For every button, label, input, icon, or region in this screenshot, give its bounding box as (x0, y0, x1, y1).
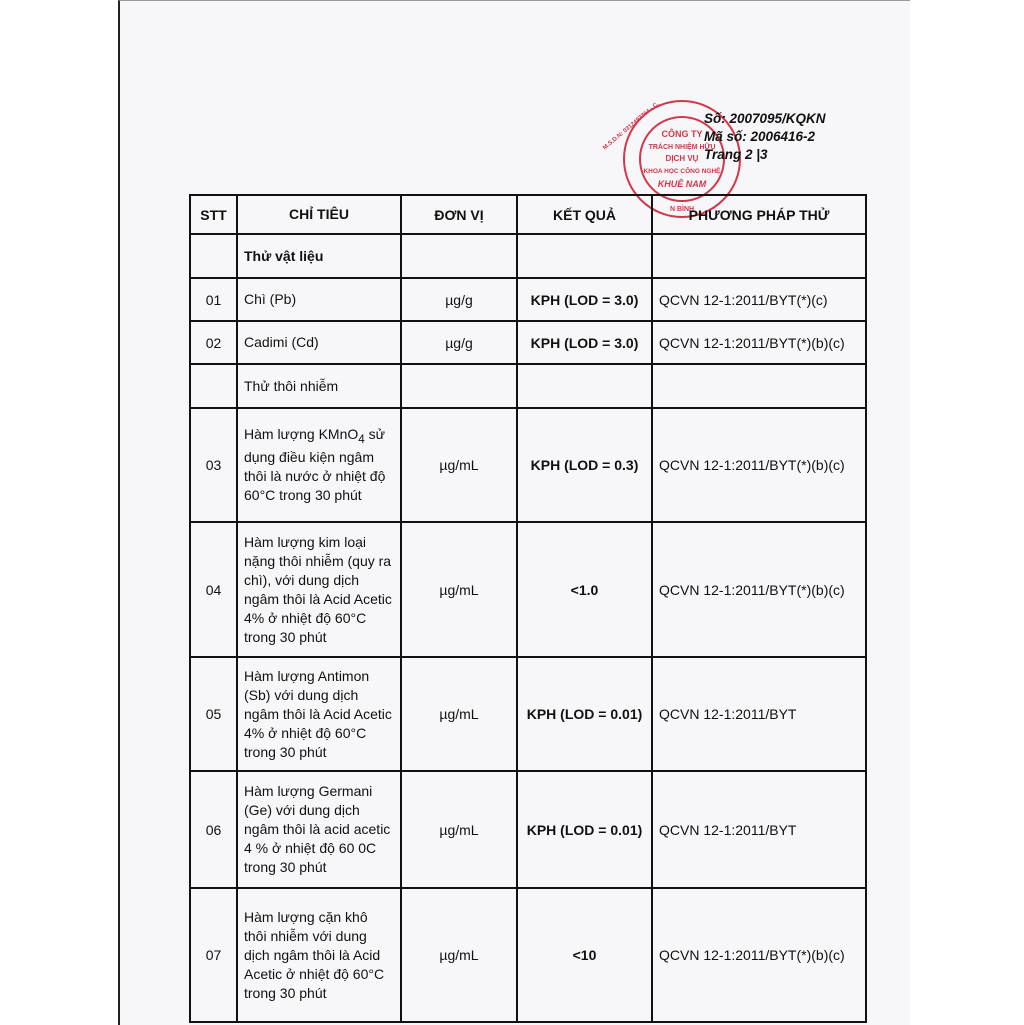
document-code: Mã số: 2006416-2 (704, 129, 816, 144)
row-unit: µg/g (401, 278, 517, 321)
header-phuong-phap: PHƯƠNG PHÁP THỬ (652, 195, 866, 234)
stamp-bottom: N BÌNH (669, 206, 695, 213)
faint-watermark (320, 21, 920, 61)
row-name (237, 408, 401, 522)
row-stt: 02 (190, 321, 237, 364)
row-unit: µg/mL (401, 408, 517, 522)
row-unit: µg/mL (401, 771, 517, 888)
row-name-sub: 4 (358, 432, 365, 446)
page-indicator: Trang 2 |3 (704, 147, 768, 162)
stamp-ring-text: M.S.D.N: 0312497764 - C. (602, 101, 661, 152)
table-row (190, 771, 866, 888)
row-method: QCVN 12-1:2011/BYT(*)(b)(c) (652, 522, 866, 657)
row-unit: µg/mL (401, 522, 517, 657)
table-row (190, 522, 866, 657)
document-header (704, 110, 826, 164)
table-row (190, 657, 866, 771)
section-row-materials (190, 234, 866, 278)
row-name: Cadimi (Cd) (237, 321, 401, 364)
row-method: QCVN 12-1:2011/BYT (652, 657, 866, 771)
row-method: QCVN 12-1:2011/BYT(*)(b)(c) (652, 888, 866, 1022)
table-row (190, 408, 866, 522)
table-row (190, 321, 866, 364)
row-unit: µg/g (401, 321, 517, 364)
row-result: <1.0 (517, 522, 652, 657)
row-result: KPH (LOD = 0.3) (517, 408, 652, 522)
row-method: QCVN 12-1:2011/BYT(*)(b)(c) (652, 321, 866, 364)
row-stt: 04 (190, 522, 237, 657)
row-stt: 06 (190, 771, 237, 888)
row-result: KPH (LOD = 0.01) (517, 657, 652, 771)
header-chi-tieu: CHỈ TIÊU (237, 195, 401, 234)
table-header-row (190, 195, 866, 234)
row-name-post: sử dụng điều kiện ngâm thôi là nước ở nhiệt độ 60°C trong 30 phút (244, 425, 386, 504)
row-method: QCVN 12-1:2011/BYT(*)(c) (652, 278, 866, 321)
row-name: Chì (Pb) (237, 278, 401, 321)
row-stt: 07 (190, 888, 237, 1022)
row-unit: µg/mL (401, 657, 517, 771)
row-result: KPH (LOD = 3.0) (517, 321, 652, 364)
row-stt: 05 (190, 657, 237, 771)
stamp-line-1: CÔNG TY (661, 129, 703, 139)
stamp-line-2: TRÁCH NHIỆM HỮU (648, 144, 716, 151)
row-result: <10 (517, 888, 652, 1022)
row-name-pre: Hàm lượng KMnO (244, 425, 359, 442)
stamp-line-3: DỊCH VỤ (665, 154, 699, 163)
table-row (190, 888, 866, 1022)
row-name: Hàm lượng Germani (Ge) với dung dịch ngâm thôi là acid acetic 4 % ở nhiệt độ 60 0C trong 30 phút (237, 771, 401, 888)
row-name: Hàm lượng kim loại nặng thôi nhiễm (quy ra chì), với dung dịch ngâm thôi là Acid Acetic 4% ở nhiệt độ 60°C trong 30 phút (237, 522, 401, 657)
row-result: KPH (LOD = 3.0) (517, 278, 652, 321)
header-don-vi: ĐƠN VỊ (401, 195, 517, 234)
row-result: KPH (LOD = 0.01) (517, 771, 652, 888)
document-number: Số: 2007095/KQKN (704, 111, 826, 126)
stamp-line-4: KHOA HỌC CÔNG NGHỆ (643, 168, 721, 175)
row-method: QCVN 12-1:2011/BYT(*)(b)(c) (652, 408, 866, 522)
section-title-materials: Thử vật liệu (237, 234, 401, 278)
row-name: Hàm lượng Antimon (Sb) với dung dịch ngâm thôi là Acid Acetic 4% ở nhiệt độ 60°C trong 30 phút (237, 657, 401, 771)
row-method: QCVN 12-1:2011/BYT (652, 771, 866, 888)
section-title-migration: Thử thôi nhiễm (237, 364, 401, 408)
header-stt: STT (190, 195, 237, 234)
section-row-migration (190, 364, 866, 408)
row-stt: 01 (190, 278, 237, 321)
stamp-line-5: KHUÊ NAM (657, 179, 707, 189)
test-results-table (189, 194, 867, 1023)
row-unit: µg/mL (401, 888, 517, 1022)
table-row (190, 278, 866, 321)
header-ket-qua: KẾT QUẢ (517, 195, 652, 234)
row-stt: 03 (190, 408, 237, 522)
row-name: Hàm lượng cặn khô thôi nhiễm với dung dịch ngâm thôi là Acid Acetic ở nhiệt độ 60°C trong 30 phút (237, 888, 401, 1022)
